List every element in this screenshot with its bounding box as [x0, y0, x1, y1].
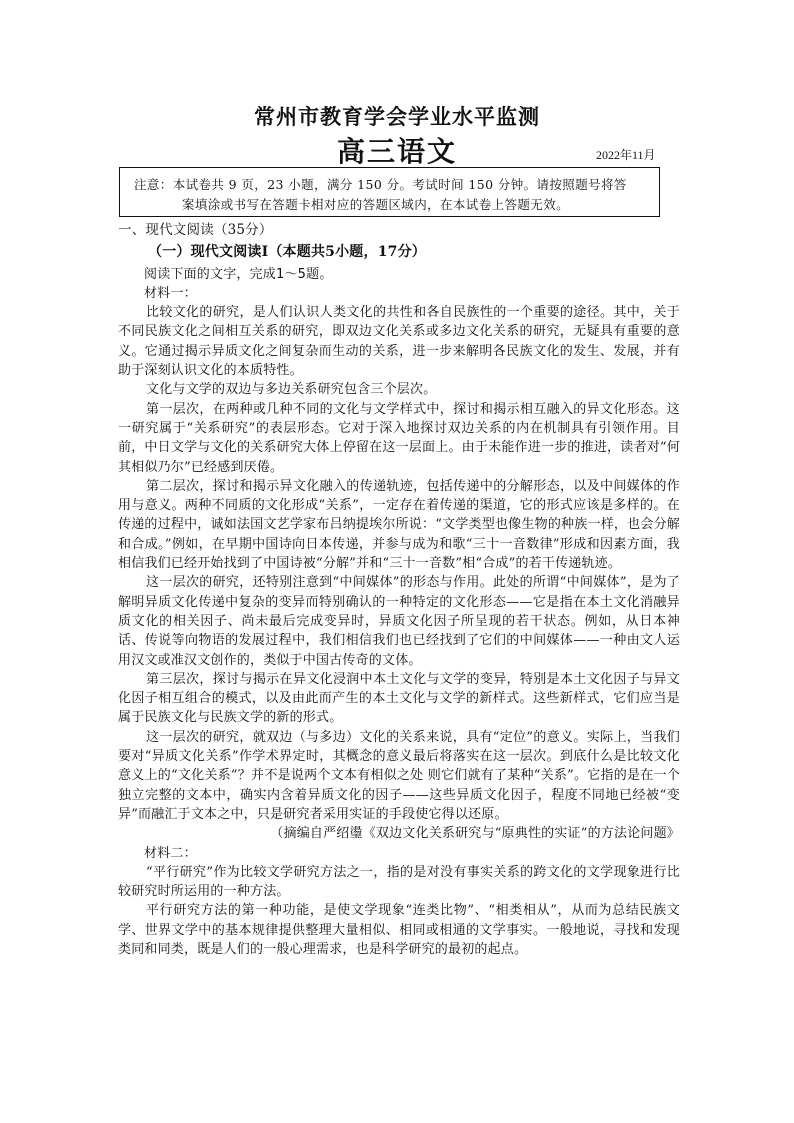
- subject-title: 高三语文: [336, 135, 457, 168]
- reading-section: [118, 221, 680, 959]
- material1-label: 材料一：: [144, 285, 197, 301]
- material1-paragraph: 这一层次的研究，就双边（与多边）文化的关系来说，具有“定位”的意义。实际上，当我们要对“异质文化关系”作学术界定时，其概念的意义最后将落实在这一层次。到底什么是比较文化意义上的“文化关系”？并不是说两个文本有相似之处 则它们就有了某种“关系”。它指的是在一个独立完整的文本中，确实内含着异质文化的因子——这些异质文化因子，程度不同地已经被“变异”而融汇于文本之中，只是研究者采用实证的手段使它得以还原。: [118, 729, 680, 822]
- instruction-text: 阅读下面的文字，完成1～5题。: [144, 266, 333, 282]
- notice-line-2: 案填涂或书写在答题卡相对应的答题区域内，在本试卷上答题无效。: [182, 197, 570, 212]
- material1-paragraph: 第三层次，探讨与揭示在异文化浸润中本土文化与文学的变异，特别是本土文化因子与异文化因子相互组合的模式，以及由此而产生的本土文化与文学的新样式。这些新样式，它们应当是属于民族文化与民族文学的新的形式。: [118, 671, 680, 726]
- material1-paragraph: 比较文化的研究，是人们认识人类文化的共性和各自民族性的一个重要的途径。其中，关于不同民族文化之间相互关系的研究，即双边文化关系或多边文化关系的研究，无疑具有重要的意义。它通过揭示异质文化之间复杂而生动的关系，进一步来解明各民族文化的发生、发展，并有助于深刻认识文化的本质特性。: [118, 305, 680, 379]
- material1-citation: （摘编自严绍璗《双边文化关系研究与“原典性的实证”的方法论问题》: [270, 826, 680, 842]
- material2-paragraph: “平行研究”作为比较文学研究方法之一，指的是对没有事实关系的跨文化的文学现象进行比较研究时所运用的一种方法。: [118, 864, 680, 900]
- notice-box: [119, 167, 660, 217]
- notice-line-1: 注意：本试卷共 9 页，23 小题，满分 150 分。考试时间 150 分钟。请按照题号将答: [134, 177, 627, 192]
- material2-paragraph: 平行研究方法的第一种功能，是使文学现象“连类比物”、“相类相从”，从而为总结民族文学、世界文学中的基本规律提供整理大量相似、相同或相通的文学事实。一般地说，寻找和发现类同和同类，既是人们的一般心理需求，也是科学研究的最初的起点。: [118, 903, 680, 957]
- org-title: 常州市教育学会学业水平监测: [254, 104, 540, 129]
- material1-paragraph: 第一层次，在两种或几种不同的文化与文学样式中，探讨和揭示相互融入的异文化形态。这一研究属于“关系研究”的表层形态。它对于深入地探讨双边关系的内在机制具有引领作用。目前，中日文学与文化的关系研究大体上停留在这一层面上。由于未能作进一步的推进，读者对“何其相似乃尔”已经感到厌倦。: [118, 401, 680, 475]
- section-heading: 一、现代文阅读（35分）: [118, 222, 273, 238]
- material2-label: 材料二：: [144, 845, 197, 861]
- material1-paragraph: 第二层次，探讨和揭示异文化融入的传递轨迹，包括传递中的分解形态，以及中间媒体的作用与意义。两种不同质的文化形成“关系”，一定存在着传递的渠道，它的形式应该是多样的。在传递的过程中，诚如法国文艺学家布吕纳提埃尔所说：“文学类型也像生物的种族一样，也会分解和合成。”例如，在早期中国诗向日本传递，并参与成为和歌“三十一音数律”形成和因素方面，我相信我们已经开始找到了中国诗被“分解”并和“三十一音数”相“合成”的若干传递轨迹。: [118, 478, 680, 572]
- material1-paragraph: 文化与文学的双边与多边关系研究包含三个层次。: [146, 382, 437, 398]
- material1-paragraph: 这一层次的研究，还特别注意到“中间媒体”的形态与作用。此处的所谓“中间媒体”，是为了解明异质文化传递中复杂的变异而特别确认的一种特定的文化形态——它是指在本土文化消融异质文化的相关因子、尚未最后完成变异时，异质文化因子所呈现的若干状态。例如，从日本神话、传说等向物语的发展过程中，我们相信我们也已经找到了它们的中间媒体——一种由文人运用汉文或准汉文创作的，类似于中国古传奇的文体。: [118, 575, 680, 668]
- exam-date: 2022年11月: [596, 148, 656, 162]
- sub-section-heading: （一）现代文阅读Ⅰ（本题共5小题，17分）: [148, 244, 426, 261]
